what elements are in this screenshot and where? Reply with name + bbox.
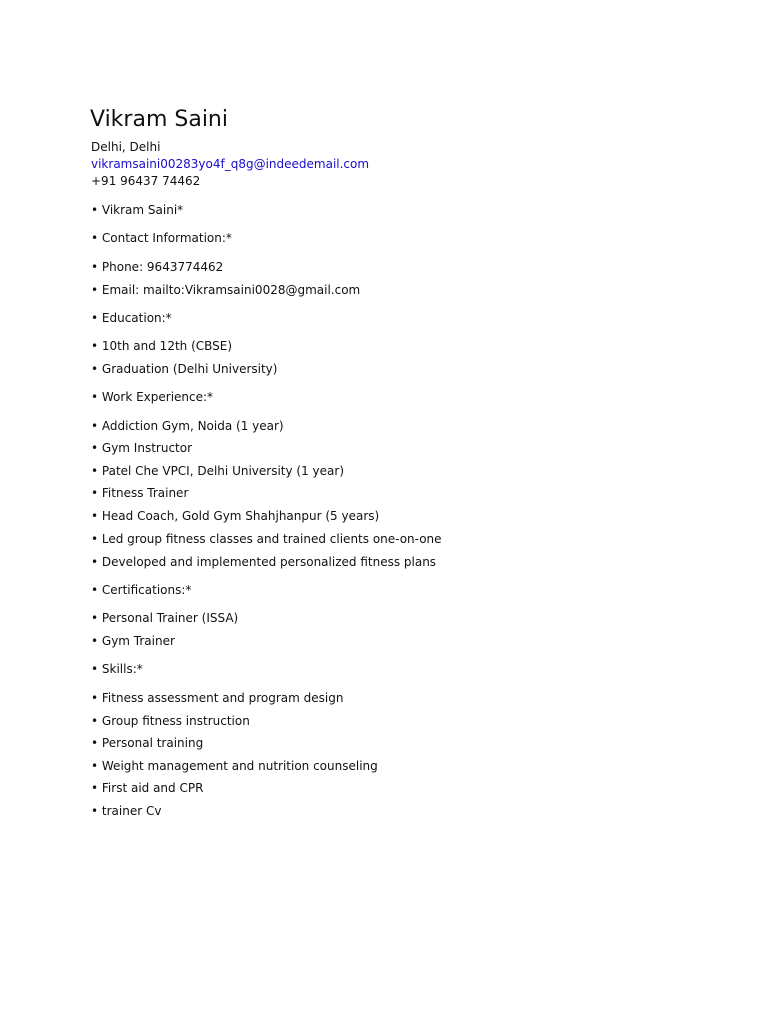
bullet-item-gym-trainer: • Gym Trainer bbox=[91, 634, 175, 648]
bullet-item-skills-heading: • Skills:* bbox=[91, 662, 143, 676]
bullet-item-phone: • Phone: 9643774462 bbox=[91, 260, 224, 274]
bullet-item-issa: • Personal Trainer (ISSA) bbox=[91, 611, 239, 625]
location-text: Delhi, Delhi bbox=[91, 140, 161, 154]
bullet-item-first-aid: • First aid and CPR bbox=[91, 781, 204, 795]
bullet-item-personal-training: • Personal training bbox=[91, 736, 204, 750]
bullet-item-assessment: • Fitness assessment and program design bbox=[91, 691, 344, 705]
bullet-item-fitness-trainer: • Fitness Trainer bbox=[91, 486, 189, 500]
email-link[interactable]: vikramsaini00283yo4f_q8g@indeedemail.com bbox=[91, 157, 370, 171]
bullet-item-graduation: • Graduation (Delhi University) bbox=[91, 362, 278, 376]
bullet-item-fitness-plans: • Developed and implemented personalized fitness plans bbox=[91, 555, 437, 569]
bullet-item-contact-heading: • Contact Information:* bbox=[91, 231, 232, 245]
contact-block bbox=[91, 139, 369, 190]
bullet-item-name: • Vikram Saini* bbox=[91, 203, 184, 217]
bullet-item-cbse: • 10th and 12th (CBSE) bbox=[91, 339, 233, 353]
bullet-item-group-classes: • Led group fitness classes and trained clients one-on-one bbox=[91, 532, 442, 546]
bullet-item-nutrition: • Weight management and nutrition counseling bbox=[91, 759, 378, 773]
candidate-name: Vikram Saini bbox=[90, 107, 228, 132]
bullet-item-patel-che: • Patel Che VPCI, Delhi University (1 year) bbox=[91, 464, 344, 478]
bullet-item-gym-instructor: • Gym Instructor bbox=[91, 441, 193, 455]
bullet-item-education-heading: • Education:* bbox=[91, 311, 172, 325]
phone-text: +91 96437 74462 bbox=[91, 174, 201, 188]
bullet-item-work-heading: • Work Experience:* bbox=[91, 390, 214, 404]
bullet-item-email: • Email: mailto:Vikramsaini0028@gmail.com bbox=[91, 283, 361, 297]
bullet-item-certifications-heading: • Certifications:* bbox=[91, 583, 192, 597]
bullet-item-trainer-cv: • trainer Cv bbox=[91, 804, 162, 818]
bullet-item-group-instruction: • Group fitness instruction bbox=[91, 714, 250, 728]
bullet-item-head-coach: • Head Coach, Gold Gym Shahjhanpur (5 years) bbox=[91, 509, 380, 523]
bullet-item-addiction-gym: • Addiction Gym, Noida (1 year) bbox=[91, 419, 284, 433]
